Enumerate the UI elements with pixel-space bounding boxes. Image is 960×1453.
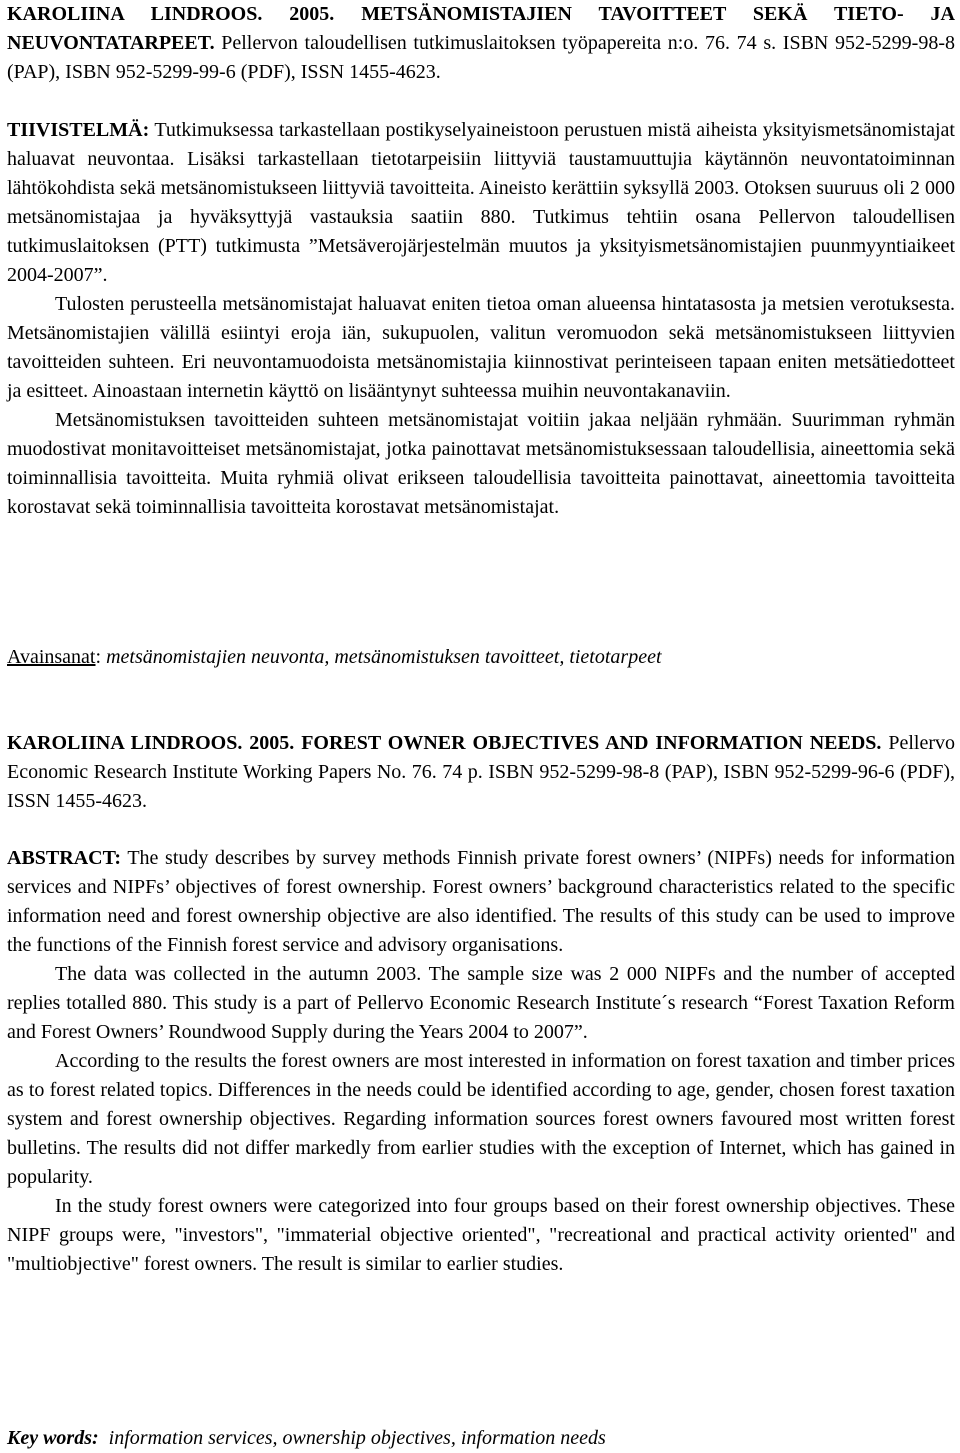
- abstract-paragraph-4: In the study forest owners were categorized into four groups based on their forest ownership objectives. These NIPF groups were, "investors", "immaterial objective oriented", "recreational and practical activity oriented" and "multiobjective" forest owners. The result is similar to earlier studies.: [7, 1195, 955, 1275]
- finnish-summary-paragraph-2: Tulosten perusteella metsänomistajat haluavat eniten tietoa oman alueensa hintatasosta ja metsien verotuksesta. Metsänomistajien välillä esiintyi eroja iän, sukupuolen, valitun veromuodon sekä metsänomistukseen liittyvien tavoitteiden suhteen. Eri neuvontamuodoista metsänomistajia kiinnostivat perinteiseen tapaan eniten metsätiedotteet ja esitteet. Ainoastaan internetin käyttö on lisääntynyt suhteessa muihin neuvontakanaviin.: [7, 293, 955, 402]
- abstract-paragraph-2: The data was collected in the autumn 2003. The sample size was 2 000 NIPFs and the number of accepted replies totalled 880. This study is a part of Pellervo Economic Research Institute´s research “Forest Taxation Reform and Forest Owners’ Roundwood Supply during the Years 2004 to 2007”.: [7, 963, 955, 1043]
- english-citation-details: Pellervo Economic Research Institute Working Papers No. 76. 74 p. ISBN 952-5299-98-8 (PAP), ISBN 952-5299-96-6 (PDF), ISSN 1455-4623.: [7, 732, 955, 812]
- finnish-keywords-label: Avainsanat: [7, 646, 96, 668]
- english-section: [7, 729, 955, 816]
- summary-text-1: Tutkimuksessa tarkastellaan postikyselyaineistoon perustuen mistä aiheista yksityismetsänomistajat haluavat neuvontaa. Lisäksi tarkastellaan tietotarpeisiin liittyviä taustamuuttujia käytännön neuvontatoiminnan lähtökohdista sekä metsänomistukseen liittyviä tavoitteita. Aineisto kerättiin syksyllä 2003. Otoksen suuruus oli 2 000 metsänomistajaa ja hyväksyttyjä vastauksia saatiin 880. Tutkimus tehtiin osana Pellervon taloudellisen tutkimuslaitoksen (PTT) tutkimusta ”Metsäverojärjestelmän muutos ja yksityismetsänomistajien puunmyyntiaikeet 2004-2007”.: [7, 119, 955, 286]
- finnish-summary-paragraph-1: [7, 116, 955, 290]
- finnish-keywords-value: metsänomistajien neuvonta, metsänomistuksen tavoitteet, tietotarpeet: [106, 646, 662, 668]
- finnish-summary-paragraph-3: Metsänomistuksen tavoitteiden suhteen metsänomistajat voitiin jakaa neljään ryhmään. Suurimman ryhmän muodostivat monitavoitteiset metsänomistajat, jotka painottavat metsänomistuksessaan taloudellisia, aineettomia sekä toiminnallisia tavoitteita. Muita ryhmiä olivat erikseen taloudellisia tavoitteita painottavat, aineettomia tavoitteita korostavat sekä toiminnallisia tavoitteita korostavat metsänomistajat.: [7, 409, 955, 518]
- abstract-paragraph-1: [7, 844, 955, 960]
- abstract-paragraph-3: According to the results the forest owners are most interested in information on forest taxation and timber prices as to forest related topics. Differences in the needs could be identified according to age, gender, chosen forest taxation system and forest ownership objectives. Regarding information sources forest owners favoured most written forest bulletins. The results did not differ markedly from earlier studies with the exception of Internet, which has gained in popularity.: [7, 1050, 955, 1188]
- spacer: [7, 87, 955, 116]
- english-citation: [7, 729, 955, 816]
- abstract-text-1: The study describes by survey methods Finnish private forest owners’ (NIPFs) needs for information services and NIPFs’ objectives of forest ownership. Forest owners’ background characteristics related to the specific information need and forest ownership objective are also identified. The results of this study can be used to improve the functions of the Finnish forest service and advisory organisations.: [7, 847, 955, 956]
- english-keywords-label: Key words:: [7, 1427, 99, 1449]
- finnish-section: [7, 0, 955, 522]
- finnish-citation: [7, 0, 955, 87]
- english-keywords: [7, 1424, 955, 1453]
- finnish-citation-details: Pellervon taloudellisen tutkimuslaitoksen työpapereita n:o. 76. 74 s. ISBN 952-5299-98-8 (PAP), ISBN 952-5299-99-6 (PDF), ISSN 1455-4623.: [7, 32, 955, 83]
- finnish-keywords-separator: :: [95, 646, 107, 668]
- english-citation-heading: KAROLIINA LINDROOS. 2005. FOREST OWNER OBJECTIVES AND INFORMATION NEEDS.: [7, 732, 882, 754]
- finnish-citation-heading: KAROLIINA LINDROOS. 2005. METSÄNOMISTAJIEN TAVOITTEET SEKÄ TIETO- JA NEUVONTATARPEET.: [7, 3, 955, 54]
- english-abstract: [7, 844, 955, 1279]
- english-keywords-value: information services, ownership objectives, information needs: [108, 1427, 606, 1449]
- abstract-label: ABSTRACT:: [7, 847, 122, 869]
- finnish-keywords: [7, 643, 955, 672]
- summary-label: TIIVISTELMÄ:: [7, 119, 150, 141]
